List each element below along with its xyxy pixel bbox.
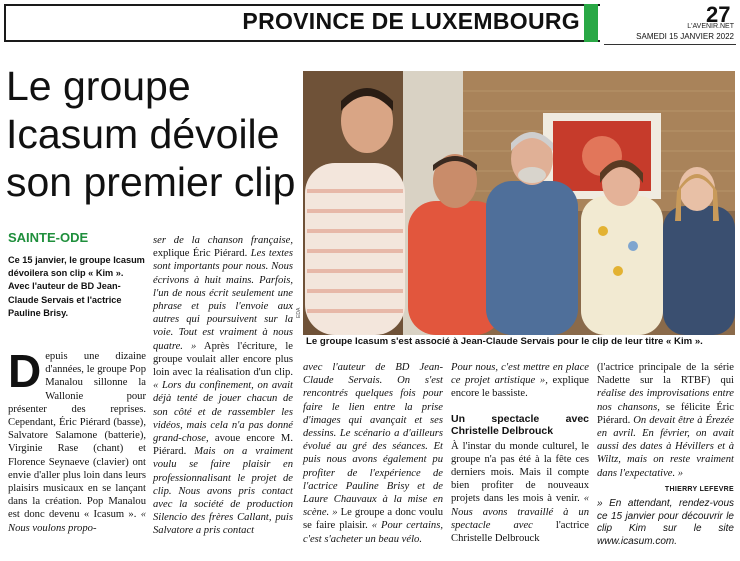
- col1-text: epuis une dizaine d'années, le groupe Pop Manalou sillonne la Wallonie pour présenter des reprises. Cependant, Éric Piérard (basse), Salvatore Salamone (batterie), Virginie Rase (chant) et Florence Seynaeve (clavier) ont envie d'aller plus loin dans leurs plaisirs musicaux en se lançant dans la création. Pop Manalou est donc devenu « Icasum ».: [8, 351, 146, 521]
- section-accent-bar: [584, 4, 598, 42]
- col5-quote-2: On devait être à Érezée en avril. En février, on avait aussi des dates à Hévillers et à Wiltz, mais on reste vraiment dans l'expectative. »: [597, 414, 734, 479]
- col4-text-1: explique encore le bassiste.: [451, 375, 589, 400]
- photo-credit: EDA: [296, 307, 302, 318]
- article-column-4: [451, 361, 589, 545]
- col5-text-2: se félicite Éric Piérard.: [597, 401, 734, 426]
- newspaper-name: L'AVENIR.NET: [687, 23, 734, 30]
- col3-text-1: Le groupe a donc voulu se faire plaisir.: [303, 507, 443, 532]
- article-headline: Le groupe Icasum dévoile son premier clip: [6, 63, 296, 205]
- group-photo: [303, 71, 735, 335]
- col5-text-1: (l'actrice principale de la série Nadette sur la RTBF) qui: [597, 362, 734, 387]
- col2-text-2: Après l'écriture, le groupe voulait aller encore plus loin avec la réalisation d'un clip.: [153, 340, 293, 379]
- article-endnote: » En attendant, rendez-vous ce 15 janvier pour découvrir le clip Kim sur le site www.icasum.com.: [597, 498, 734, 547]
- col2-text-1: explique Éric Piérard.: [153, 248, 248, 260]
- page-number: 27: [706, 2, 731, 27]
- article-lead: Ce 15 janvier, le groupe Icasum dévoilera son clip « Kim ». Avec l'auteur de BD Jean-Claude Servais et l'actrice Pauline Brisy.: [8, 255, 145, 318]
- group-photo-illustration: [303, 71, 735, 335]
- article-subhead: Un spectacle avec Christelle Delbrouck: [451, 412, 589, 438]
- col2-quote-4: Mais on a vraiment voulu se faire plaisir en professionnalisant le projet de clip. Nous avons pris contact avec la société de production Silencio des frères Callant, puis Salvatore a pris contact: [153, 446, 293, 537]
- article-location: SAINTE-ODE: [8, 230, 89, 245]
- col4-quote-2: « Nous avons travaillé à un spectacle avec: [451, 493, 589, 531]
- col3-quote-1: avec l'auteur de BD Jean-Claude Servais. On s'est rencontrés quelques fois pour faire le lien entre la prise d'images qui avançait et ses dessins. Le scénario a d'ailleurs évolué au gré des séances. Et puis nous avons également pu profiter de l'expérience de l'actrice Pauline Brisy et de Laure Chauvaux à la mise en scène. »: [303, 362, 443, 519]
- photo-caption: Le groupe Icasum s'est associé à Jean-Claude Servais pour le clip de leur titre « Kim ».: [306, 336, 703, 347]
- col3-quote-2: « Pour certains, c'est s'acheter un beau vélo.: [303, 520, 443, 545]
- article-column-5: [597, 361, 734, 548]
- drop-cap: D: [8, 345, 42, 397]
- col4-quote-1: Pour nous, c'est mettre en place ce projet artistique »,: [451, 362, 589, 387]
- author-signature: THIERRY LEFEVRE: [664, 485, 734, 493]
- col5-quote-1: réalise des improvisations entre nos chansons,: [597, 388, 734, 413]
- col4-text-2: À l'instar du monde culturel, le groupe n'a pas été à la fête ces derniers mois. Mais il compte bien profiter de nouveaux projets dans les mois à venir.: [451, 440, 589, 505]
- article-column-1: [8, 345, 146, 535]
- header-rule: [604, 44, 736, 45]
- col2-quote-3: « Lors du confinement, on avait déjà tenté de jouer chacun de son côté et de rassembler les vidéos, mais cela n'a pas donné grand-chose,: [153, 380, 293, 445]
- col2-text-3: avoue encore M. Piérard.: [153, 433, 293, 458]
- article-column-2: [153, 234, 293, 538]
- issue-date: SAMEDI 15 JANVIER 2022: [636, 32, 734, 41]
- col2-quote-1: ser de la chanson française,: [153, 235, 293, 246]
- section-title: PROVINCE DE LUXEMBOURG: [242, 8, 580, 34]
- col2-quote-2: Les textes sont importants pour nous. Nous écrivons à huit mains. Parfois, l'un de nous écrit seulement une phrase et puis l'envoie aux autres qui poursuivent sur la voie. Tout est vraiment à nous quatre. »: [153, 248, 293, 352]
- col1-quote: « Nous voulons propo-: [8, 509, 146, 534]
- article-column-3: [303, 361, 443, 546]
- col4-text-3: l'actrice Christelle Delbrouck: [451, 519, 589, 545]
